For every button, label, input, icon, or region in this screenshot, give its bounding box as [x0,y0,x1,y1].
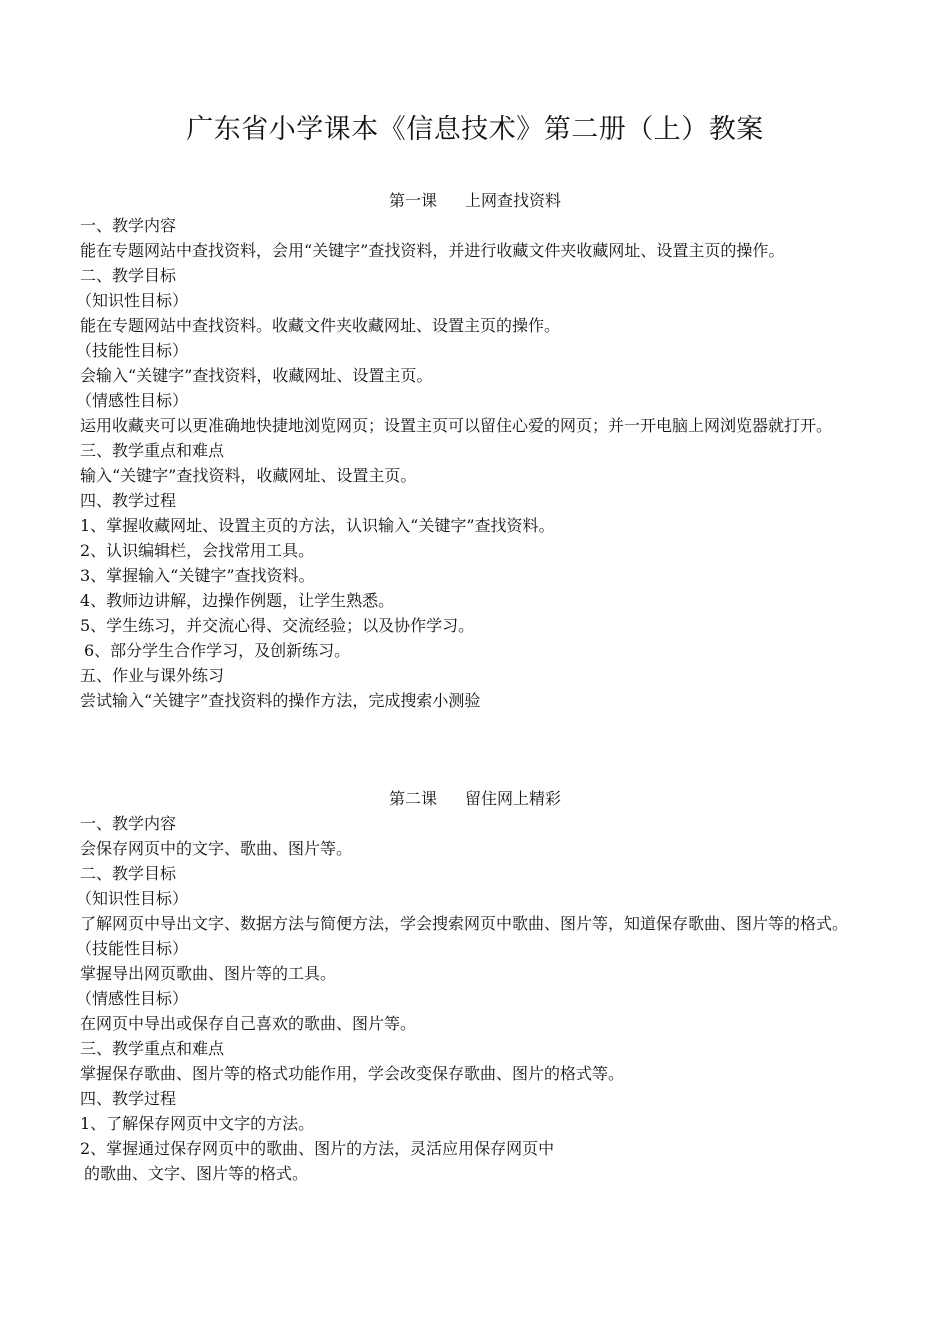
section-heading-content: 一、教学内容 [80,216,177,235]
lesson-1-name: 上网查找资料 [465,191,562,210]
skill-paragraph: 掌握导出网页歌曲、图片等的工具。 [80,964,337,983]
subheading-emotion: （情感性目标） [76,989,189,1008]
section-heading-keypoints: 三、教学重点和难点 [80,441,225,460]
section-heading-process: 四、教学过程 [80,1089,177,1108]
lesson-2-heading [80,786,870,811]
lesson-1-number: 第一课 [388,191,437,210]
subheading-emotion: （情感性目标） [76,391,189,410]
process-step-4: 4、教师边讲解，边操作例题，让学生熟悉。 [80,591,395,610]
process-step-3: 3、掌握输入“关键字”查找资料。 [80,566,315,585]
lesson-2-section [76,786,870,1186]
subheading-skill: （技能性目标） [76,939,189,958]
process-step-2-continued: 的歌曲、文字、图片等的格式。 [84,1164,309,1183]
keypoints-paragraph: 输入“关键字”查找资料，收藏网址、设置主页。 [80,466,417,485]
emotion-paragraph: 在网页中导出或保存自己喜欢的歌曲、图片等。 [80,1014,417,1033]
keypoints-paragraph: 掌握保存歌曲、图片等的格式功能作用，学会改变保存歌曲、图片的格式等。 [80,1064,625,1083]
process-step-6: 6、部分学生合作学习，及创新练习。 [84,641,351,660]
process-step-2: 2、掌握通过保存网页中的歌曲、图片的方法，灵活应用保存网页中 [80,1139,555,1158]
lesson-1-heading [80,188,870,213]
process-step-1: 1、了解保存网页中文字的方法。 [80,1114,315,1133]
knowledge-paragraph: 了解网页中导出文字、数据方法与简便方法，学会搜索网页中歌曲、图片等，知道保存歌曲、图片等的格式。 [80,914,849,933]
process-step-1: 1、掌握收藏网址、设置主页的方法，认识输入“关键字”查找资料。 [80,516,555,535]
emotion-paragraph: 运用收藏夹可以更准确地快捷地浏览网页；设置主页可以留住心爱的网页；并一开电脑上网浏览器就打开。 [80,416,833,435]
process-step-2: 2、认识编辑栏，会找常用工具。 [80,541,315,560]
subheading-knowledge: （知识性目标） [76,291,189,310]
section-heading-objectives: 二、教学目标 [80,864,177,883]
document-title: 广东省小学课本《信息技术》第二册（上）教案 [186,114,764,145]
subheading-skill: （技能性目标） [76,341,189,360]
homework-paragraph: 尝试输入“关键字”查找资料的操作方法，完成搜索小测验 [80,691,481,710]
skill-paragraph: 会输入“关键字”查找资料，收藏网址、设置主页。 [80,366,433,385]
content-paragraph: 能在专题网站中查找资料，会用“关键字”查找资料，并进行收藏文件夹收藏网址、设置主页的操作。 [80,241,785,260]
lesson-1-section [76,188,870,713]
section-heading-objectives: 二、教学目标 [80,266,177,285]
lesson-2-name: 留住网上精彩 [465,789,562,808]
section-heading-homework: 五、作业与课外练习 [80,666,225,685]
section-heading-content: 一、教学内容 [80,814,177,833]
lesson-2-number: 第二课 [388,789,437,808]
process-step-5: 5、学生练习，并交流心得、交流经验；以及协作学习。 [80,616,475,635]
section-heading-process: 四、教学过程 [80,491,177,510]
knowledge-paragraph: 能在专题网站中查找资料。收藏文件夹收藏网址、设置主页的操作。 [80,316,561,335]
subheading-knowledge: （知识性目标） [76,889,189,908]
content-paragraph: 会保存网页中的文字、歌曲、图片等。 [80,839,353,858]
section-heading-keypoints: 三、教学重点和难点 [80,1039,225,1058]
